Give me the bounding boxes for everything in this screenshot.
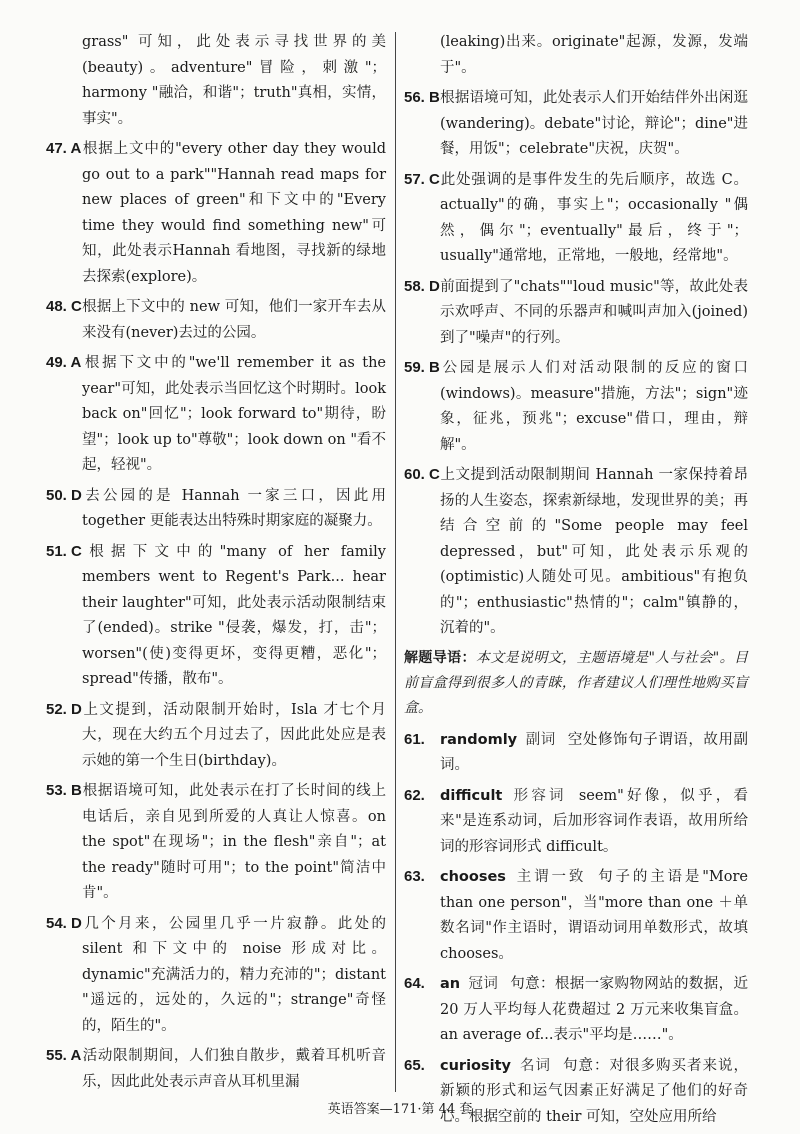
question-number: 57. C <box>404 170 440 188</box>
answer-entry <box>46 136 386 290</box>
guide-label: 解题导语： <box>404 649 476 666</box>
answer-entry <box>404 462 748 642</box>
answer-word: curiosity <box>440 1057 511 1074</box>
answer-word: chooses <box>440 869 506 885</box>
question-number: 60. C <box>404 466 440 483</box>
question-number: 63. <box>404 868 425 885</box>
question-number: 61. <box>404 730 425 748</box>
guide-text: 本文是说明文，主题语境是"人与社会"。目前盲盒得到很多人的青睐，作者建议人们理性地购买盲盒。 <box>404 649 748 716</box>
answer-entry <box>46 350 386 479</box>
answer-entry <box>404 971 748 1049</box>
answer-entry <box>404 85 748 163</box>
question-number: 53. B <box>46 782 82 799</box>
answer-entry <box>46 539 386 693</box>
entry-text: 句意：根据一家购物网站的数据，近 20 万人平均每人花费超过 2 万元来收集盲盒。an average of...表示"平均是……"。 <box>440 976 749 1043</box>
entry-text: seem"好像，似乎，看来"是连系动词，后加形容词作表语，故用所给词的形容词形式 difficult。 <box>440 787 749 855</box>
entry-text: 前面提到了"chats""loud music"等，故此处表示欢呼声、不同的乐器声和喊叫声加入(joined)到了"噪声"的行列。 <box>440 278 748 346</box>
answer-word: an <box>440 976 461 992</box>
answer-entry <box>404 783 748 861</box>
answer-entry <box>404 167 748 270</box>
answer-entry <box>46 30 386 132</box>
answer-entry <box>404 1053 748 1131</box>
right-column <box>404 30 748 1134</box>
question-number: 54. D <box>46 914 82 932</box>
question-number: 49. A <box>46 354 82 371</box>
part-of-speech: 形容词 <box>510 787 567 804</box>
answer-entry <box>46 1043 386 1095</box>
entry-text: 根据上文中的"every other day they would go out to a park""Hannah read maps for new places of green"和下文中的"Every time they would find something new"可知，此处表示Hannah 看地图，寻找新的绿地去探索(explore)。 <box>82 141 386 285</box>
answer-entry <box>404 727 748 779</box>
entry-text: 此处强调的是事件发生的先后顺序，故选 C。actually"的确，事实上"；occasionally "偶然，偶尔"；eventually"最后，终于"；usually"通常地，正常地，一般地，经常地"。 <box>440 171 748 264</box>
question-number: 56. B <box>404 89 440 106</box>
page-footer: 英语答案—171·第 44 套 <box>327 1102 473 1117</box>
solution-guide <box>404 646 748 721</box>
entry-text: 根据语境可知，此处表示人们开始结伴外出闲逛(wandering)。debate"讨论，辩论"；dine"进餐，用饭"；celebrate"庆祝，庆贺"。 <box>440 90 748 157</box>
entry-text: 根据下文中的"we'll remember it as the year"可知，此处表示当回忆这个时期时。look back on"回忆"；look forward to"期待，盼望"；look up to"尊敬"；look down on "看不起，轻视"。 <box>82 355 386 473</box>
question-number: 62. <box>404 786 425 804</box>
entry-text: 句子的主语是"More than one person"，当"more than one ＋单数名词"作主语时，谓语动词用单数形式，故填 chooses。 <box>440 869 749 962</box>
question-number: 48. C <box>46 298 82 315</box>
answer-entry <box>404 355 748 458</box>
answer-word: difficult <box>440 787 503 804</box>
entry-text: 上文提到活动限制期间 Hannah 一家保持着昂扬的人生姿态，探索新绿地，发现世界的美；再结合空前的"Some people may feel depressed，but"可知，此处表示乐观的(optimistic)人随处可见。ambitious"有抱负的"；enthusiastic"热情的"；calm"镇静的，沉着的"。 <box>440 467 748 636</box>
part-of-speech: 名词 <box>519 1057 551 1074</box>
left-column <box>46 30 386 1099</box>
part-of-speech: 冠词 <box>468 976 499 992</box>
question-number: 51. C <box>46 542 82 560</box>
question-number: 64. <box>404 975 425 992</box>
entry-text: 根据上下文中的 new 可知，他们一家开车去从来没有(never)去过的公园。 <box>82 299 386 341</box>
entry-text: 上文提到，活动限制开始时，Isla 才七个月大，现在大约五个月过去了，因此此处应是表示她的第一个生日(birthday)。 <box>82 701 386 769</box>
question-number: 50. D <box>46 486 82 504</box>
entry-text: grass" 可知，此处表示寻找世界的美(beauty)。adventure"冒险，刺激"；harmony "融洽，和谐"；truth"真相，实情，事实"。 <box>82 34 386 127</box>
entry-text: 句意：对很多购买者来说，新颖的形式和运气因素正好满足了他们的好奇心。根据空前的 their 可知，空处应用所给 <box>440 1057 748 1125</box>
question-number: 55. A <box>46 1047 82 1064</box>
question-number: 59. B <box>404 359 440 376</box>
entry-text: 空处修饰句子谓语，故用副词。 <box>440 731 749 773</box>
entry-text: 公园是展示人们对活动限制的反应的窗口(windows)。measure"措施，方法"；sign"迹象，征兆，预兆"；excuse"借口，理由，辩解"。 <box>440 360 748 453</box>
column-divider <box>395 32 396 1092</box>
question-number: 65. <box>404 1056 425 1074</box>
entry-text: 几个月来，公园里几乎一片寂静。此处的 silent 和下文中的 noise 形成对比。dynamic"充满活力的，精力充沛的"；distant "遥远的，远处的，久远的"；strange"奇怪的，陌生的"。 <box>82 915 386 1034</box>
answer-word: randomly <box>440 731 518 748</box>
entry-text: (leaking)出来。originate"起源，发源，发端于"。 <box>440 34 748 76</box>
answer-entry <box>404 864 748 967</box>
answer-entry <box>46 778 386 907</box>
answer-entry <box>46 294 386 346</box>
part-of-speech: 主谓一致 <box>513 869 587 885</box>
entry-text: 活动限制期间，人们独自散步，戴着耳机听音乐，因此此处表示声音从耳机里漏 <box>82 1048 386 1090</box>
entry-text: 去公园的是 Hannah 一家三口，因此用 together 更能表达出特殊时期家庭的凝聚力。 <box>82 487 386 529</box>
answer-entry <box>404 274 748 352</box>
question-number: 47. A <box>46 140 82 157</box>
question-number: 52. D <box>46 700 82 718</box>
entry-text: 根据语境可知，此处表示在打了长时间的线上电话后，亲自见到所爱的人真让人惊喜。on the spot"在现场"；in the flesh"亲自"；at the ready"随时可用"；to the point"简洁中肯"。 <box>82 783 386 901</box>
entry-text: 根据下文中的"many of her family members went to Regent's Park... hear their laughter"可知，此处表示活动限制结束了(ended)。strike "侵袭，爆发，打，击"；worsen"(使)变得更坏，变得更糟，恶化"；spread"传播，散布"。 <box>82 543 386 687</box>
answer-entry <box>404 30 748 81</box>
answer-entry <box>46 697 386 775</box>
question-number: 58. D <box>404 277 440 295</box>
answer-entry <box>46 483 386 535</box>
part-of-speech: 副词 <box>525 731 556 748</box>
answer-entry <box>46 911 386 1040</box>
